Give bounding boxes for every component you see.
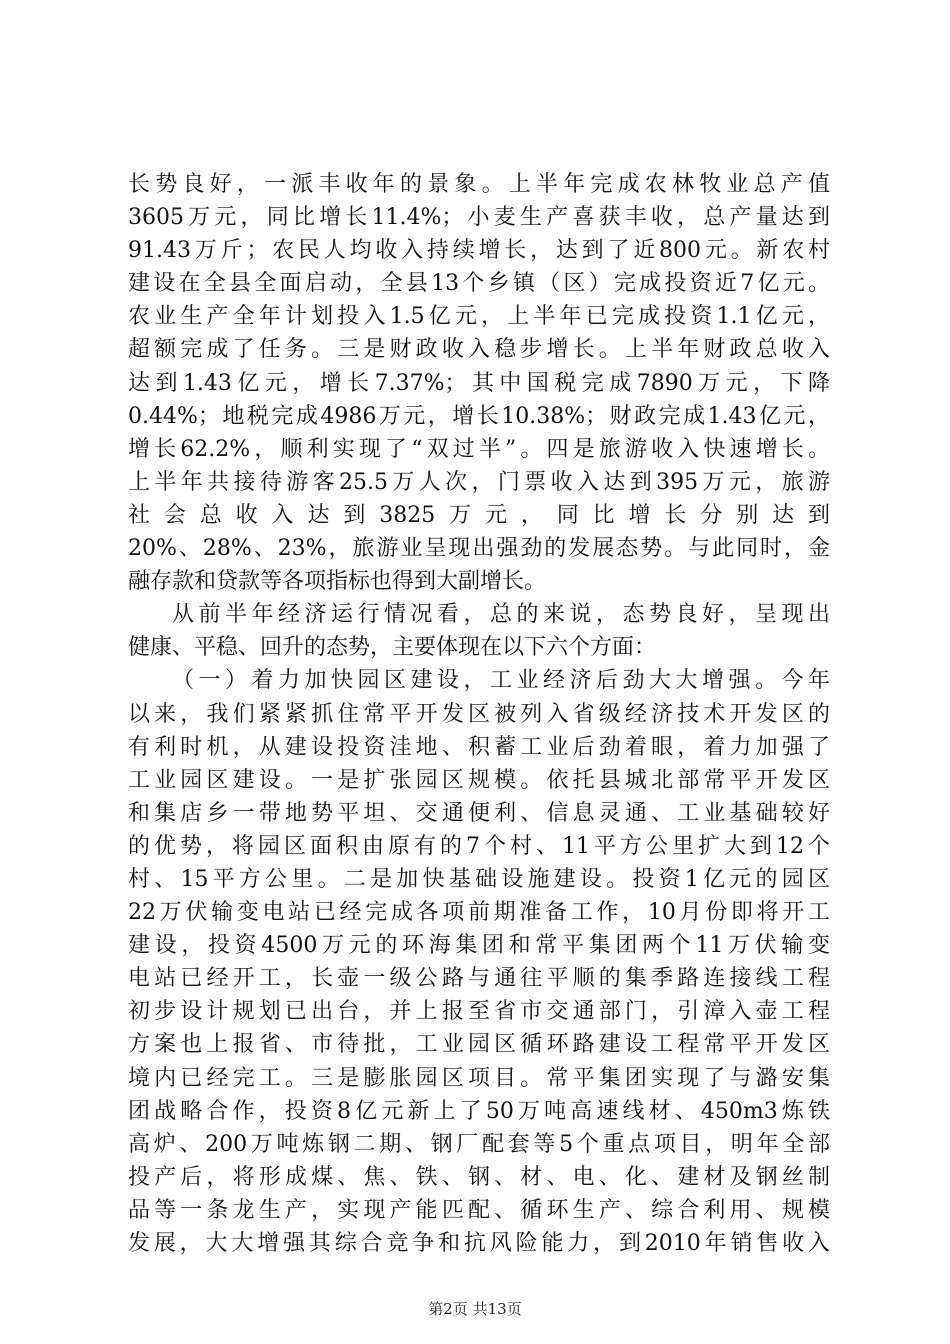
page-number-footer: 第2页 共13页 [428, 1300, 522, 1318]
text-line: 品等一条龙生产，实现产能匹配、循环生产、综合利用、规模 [128, 1197, 830, 1223]
paragraph-start-line: （一）着力加快园区建设，工业经济后劲大大增强。今年 [172, 668, 830, 694]
text-line: 20%、28%、23%，旅游业呈现出强劲的发展态势。与此同时，金 [128, 536, 830, 562]
text-line: 农业生产全年计划投入1.5亿元，上半年已完成投资1.1亿元， [128, 304, 830, 330]
text-line: 22万伏输变电站已经完成各项前期准备工作，10月份即将开工 [128, 900, 830, 926]
text-line: 方案也上报省、市待批，工业园区循环路建设工程常平开发区 [128, 1032, 830, 1058]
text-line: 长势良好，一派丰收年的景象。上半年完成农林牧业总产值 [128, 172, 830, 197]
text-line: 3605万元，同比增长11.4%；小麦生产喜获丰收，总产量达到 [128, 205, 830, 231]
text-line: 村、15平方公里。二是加快基础设施建设。投资1亿元的园区 [128, 866, 830, 892]
text-line: 增长62.2%，顺利实现了“双过半”。四是旅游收入快速增长。 [128, 436, 830, 462]
text-line: 以来，我们紧紧抓住常平开发区被列入省级经济技术开发区的 [128, 701, 830, 727]
text-line: 融存款和贷款等各项指标也得到大副增长。 [128, 569, 547, 595]
text-line: 0.44%；地税完成4986万元，增长10.38%；财政完成1.43亿元， [128, 403, 830, 429]
body-text [128, 168, 830, 1260]
text-line: 超额完成了任务。三是财政收入稳步增长。上半年财政总收入 [128, 337, 830, 363]
text-line: 和集店乡一带地势平坦、交通便利、信息灵通、工业基础较好 [128, 800, 830, 826]
text-line: 建设，投资4500万元的环海集团和常平集团两个11万伏输变 [128, 933, 830, 959]
text-line: 的优势，将园区面积由原有的7个村、11平方公里扩大到12个 [128, 833, 830, 859]
text-line: 达到1.43亿元，增长7.37%；其中国税完成7890万元，下降 [128, 370, 830, 396]
text-line: 上半年共接待游客25.5万人次，门票收入达到395万元，旅游 [128, 469, 830, 495]
text-line: 健康、平稳、回升的态势，主要体现在以下六个方面： [128, 635, 657, 661]
text-line: 电站已经开工，长壶一级公路与通往平顺的集季路连接线工程 [128, 966, 830, 992]
paragraph-start-line: 从前半年经济运行情况看，总的来说，态势良好，呈现出 [172, 602, 830, 628]
text-line: 团战略合作，投资8亿元新上了50万吨高速线材、450m3炼铁 [128, 1098, 830, 1124]
text-line: 91.43万斤；农民人均收入持续增长，达到了近800元。新农村 [128, 238, 830, 264]
text-line: 有利时机，从建设投资洼地、积蓄工业后劲着眼，着力加强了 [128, 734, 830, 760]
text-line: 投产后，将形成煤、焦、铁、钢、材、电、化、建材及钢丝制 [128, 1164, 830, 1190]
text-line: 境内已经完工。三是膨胀园区项目。常平集团实现了与潞安集 [128, 1065, 830, 1091]
text-line: 工业园区建设。一是扩张园区规模。依托县城北部常平开发区 [128, 767, 830, 793]
text-line: 社会总收入达到3825万元，同比增长分别达到 [128, 502, 830, 528]
text-line: 发展，大大增强其综合竞争和抗风险能力，到2010年销售收入 [128, 1231, 830, 1256]
text-line: 建设在全县全面启动，全县13个乡镇（区）完成投资近7亿元。 [128, 271, 830, 297]
text-line: 初步设计规划已出台，并上报至省市交通部门，引漳入壶工程 [128, 999, 830, 1025]
text-line: 高炉、200万吨炼钢二期、钢厂配套等5个重点项目，明年全部 [128, 1131, 830, 1157]
